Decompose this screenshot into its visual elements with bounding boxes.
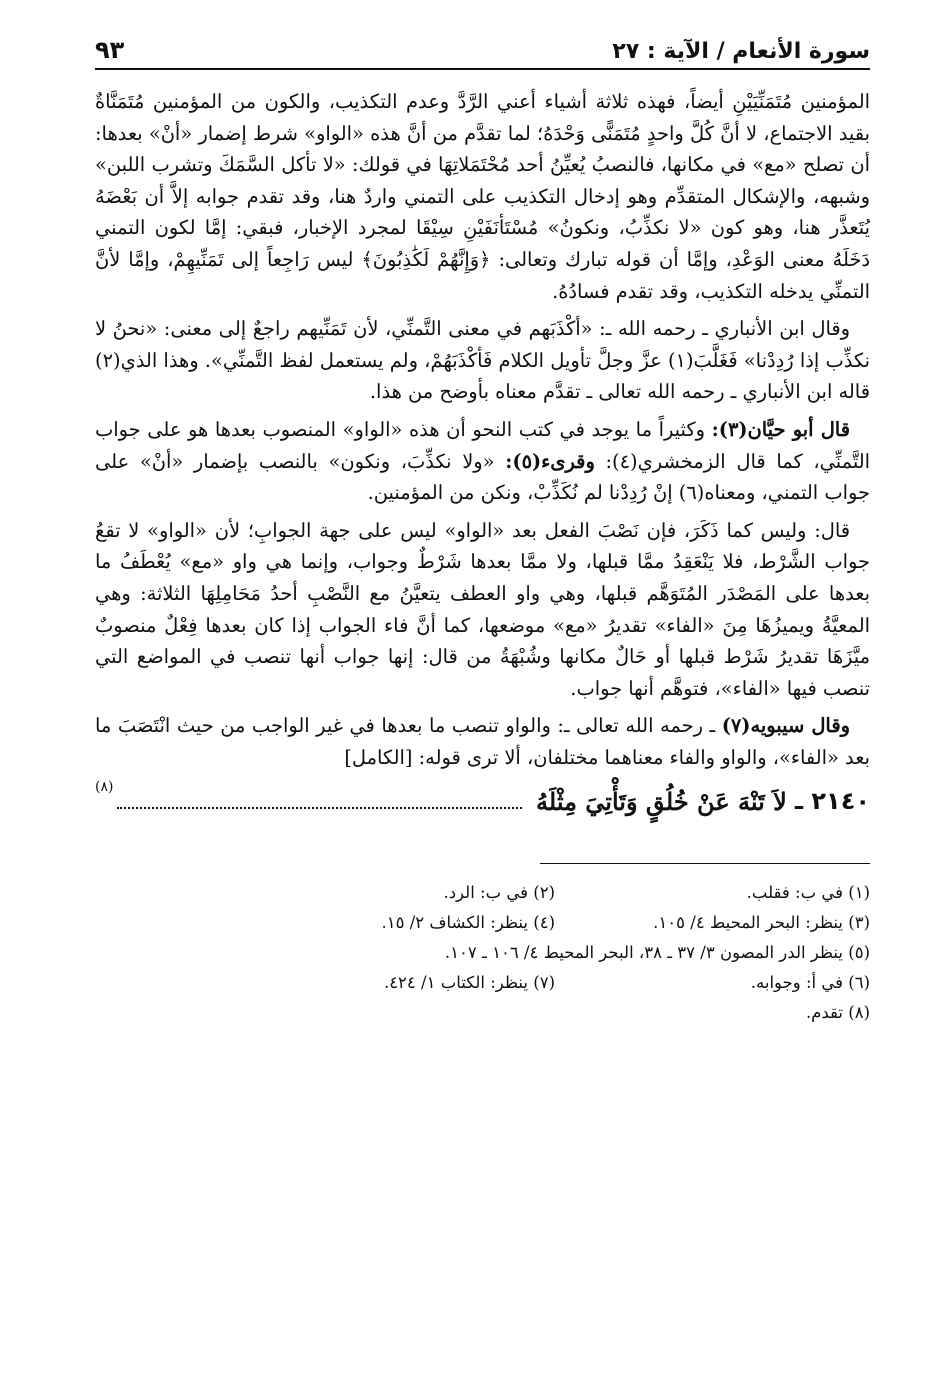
footnote-4: (٤) ينظر: الكشاف ٢/ ١٥.: [381, 913, 555, 933]
footnote-5: (٥) ينظر الدر المصون ٣/ ٣٧ ـ ٣٨، البحر المحيط ٤/ ١٠٦ ـ ١٠٧.: [444, 943, 870, 963]
paragraph-1: المؤمنين مُتَمَنِّيَيْنِ أيضاً، فهذه ثلاثة أشياء أعني الرَّدَّ وعدم التكذيب، والكون من المؤمنين مُتَمَنَّاةٌ بقيد الاجتماع، لا أنَّ كُلَّ واحدٍ مُتَمَنًّى وَحْدَهُ؛ لما تقدَّم من أنَّ هذه «الواو» شرط إضمار «أنْ» بعدها: أن تصلح «مع» في مكانها، فالنصبُ يُعيِّنُ أحد مُحْتَمَلاتِهَا في قولك: «لا تأكل السَّمَكَ وتشرب اللبن» وشبهه، والإشكال المتقدِّم وهو إدخال التكذيب على التمني واردٌ هنا، وقد تقدم جوابه إلاَّ أن بَعْضَهُ يُتَعذَّر هنا، وهو كون «لا نكذِّبُ، ونكونُ» مُسْتَأنَفَيْنِ سِيْقَا لمجرد الإخبار، فبقي: إمَّا لكون التمني دَخَلَهُ معنى الوَعْدِ، وإمَّا أن قوله تبارك وتعالى: ﴿وَإِنَّهُمْ لَكَٰذِبُونَ﴾ ليس رَاجِعاً إلى تَمَنِّيهِمْ، وإمَّا لأنَّ التمنِّي يدخله التكذيب، وقد تقدم فسادُهُ.: [95, 90, 870, 303]
verse-footnote-ref: (٨): [95, 779, 114, 796]
surah-title: سورة الأنعام / الآية : ٢٧: [612, 39, 870, 64]
footnote-3: (٣) ينظر: البحر المحيط ٤/ ١٠٥.: [653, 913, 870, 933]
footnote-empty: [240, 998, 555, 1028]
verse-text: لاَ تَنْهَ عَنْ خُلُقٍ وَتَأْتِيَ مِثْلَهُ: [536, 786, 787, 816]
book-page: [95, 30, 870, 1350]
sibawayh-label: وقال سيبويه(٧): [721, 714, 850, 738]
paragraph-5-text: ـ رحمه الله تعالى ـ: والواو تنصب ما بعدها في غير الواجب من حيث انْتَصَبَ ما بعد «الفاء»، والواو والفاء معناهما مختلفان، ألا ترى قوله: [الكامل]: [95, 714, 870, 769]
footnote-2: (٢) في ب: الرد.: [443, 883, 555, 903]
footnote-divider: [540, 863, 870, 864]
footnote-row: [95, 908, 870, 938]
footnote-row: [95, 878, 870, 908]
footnotes: [95, 878, 870, 1028]
paragraph-2: وقال ابن الأنباري ـ رحمه الله ـ: «أكْذَبَهم في معنى التَّمنِّي، لأن تَمَنِّيهم راجعٌ إلى معنى: «نحنُ لا نكذِّب إذا رُدِدْنا» فَغَلَّبَ(١) عزَّ وجلَّ تأويل الكلام فَأكْذَبَهُمْ، ولم يستعمل لفظ التَّمنِّي». وهذا الذي(٢) قاله ابن الأنباري ـ رحمه الله تعالى ـ تقدَّم معناه بأوضح من هذا.: [95, 317, 870, 404]
paragraph-4: قال: وليس كما ذَكَرَ، فإن نَصْبَ الفعل بعد «الواو» ليس على جهة الجوابِ؛ لأن «الواو» لا تقعُ جواب الشَّرْط، فلا يَنْعَقِدُ ممَّا قبلها، ولا ممَّا بعدها شَرْطٌ وجواب، وإنما هي واو «مع» يُعْطَفُ ما بعدها على المَصْدَر المُتَوَهَّم قبلها، وهي واو العطف يتعيَّنُ مع النَّصْبِ أحدُ مَحَامِلِهَا الثلاثة: وهي المعيَّةُ ويميزُهَا مِنَ «الفاء» تقديرُ «مع» موضعها، كما أنَّ فاء الجواب إذا كان بعدها فِعْلٌ منصوبٌ ميَّزَهَا تقديرُ شَرْط قبلها أو حَالٌ مكانها وشُبْهَةُ من قال: إنها جواب أنها تنصب في المواضع التي تنصب فيها «الفاء»، فتوهَّم أنها جواب.: [95, 518, 870, 700]
paragraph-3-text-b: «ولا نكذِّبَ، ونكون» بالنصب بإضمار «أنْ» على جواب التمني، ومعناه(٦) إنْ رُدِدْنا لم نُكَذِّبْ، ونكن من المؤمنين.: [95, 449, 870, 505]
footnote-1: (١) في ب: فقلب.: [746, 883, 870, 903]
footnote-8: (٨) تقدم.: [805, 1003, 870, 1023]
abu-hayyan-label: قال أبو حيَّان(٣):: [711, 417, 850, 441]
footnote-7: (٧) ينظر: الكتاب ١/ ٤٢٤.: [383, 973, 555, 993]
footnote-empty: [240, 938, 555, 968]
page-header: [95, 30, 870, 70]
quriaa-label: وقرىء(٥):: [505, 449, 595, 473]
page-number: ٩٣: [95, 36, 125, 64]
paragraph-3: [95, 414, 870, 509]
footnote-row: [95, 998, 870, 1028]
footnote-row: [95, 968, 870, 998]
paragraph-3-text: وكثيراً ما يوجد في كتب النحو أن هذه «الواو» المنصوب بعدها هو على جواب التَّمنِّي، كما قال الزمخشري(٤):: [95, 417, 871, 473]
footnote-row: [95, 938, 870, 968]
verse-dots: [117, 793, 522, 809]
verse-number: ٢١٤٠ ـ: [794, 787, 870, 816]
footnote-6: (٦) في أ: وجوابه.: [750, 973, 870, 993]
poetry-verse: [95, 779, 870, 823]
paragraph-5: [95, 710, 870, 773]
main-text: [95, 86, 870, 773]
